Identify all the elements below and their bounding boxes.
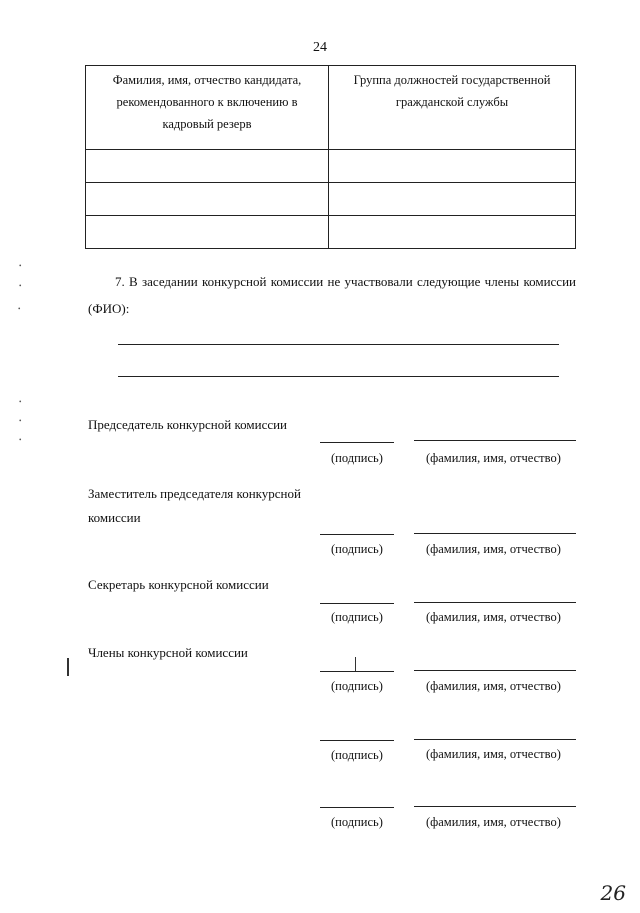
table-cell-name [86, 183, 329, 216]
full-name-line [414, 670, 576, 671]
signature-caption: (подпись) [331, 815, 383, 829]
full-name-caption: (фамилия, имя, отчество) [426, 610, 561, 624]
signature-line [320, 442, 394, 443]
signature-line [320, 603, 394, 604]
pen-mark [355, 657, 356, 671]
signature-line [320, 534, 394, 535]
table-cell-group [329, 216, 576, 249]
table-row [86, 150, 576, 183]
scan-speck: • [19, 282, 22, 290]
table-row [86, 216, 576, 249]
signature-line [320, 740, 394, 741]
full-name-line [414, 602, 576, 603]
absent-members-line [118, 376, 559, 377]
table-row [86, 183, 576, 216]
table-cell-name [86, 150, 329, 183]
chairman-label: Председатель конкурсной комиссии [88, 417, 288, 432]
full-name-caption: (фамилия, имя, отчество) [426, 542, 561, 556]
full-name-line [414, 533, 576, 534]
signature-caption: (подпись) [331, 748, 383, 762]
members-label: Члены конкурсной комиссии [88, 645, 248, 660]
margin-mark [67, 658, 69, 676]
full-name-caption: (фамилия, имя, отчество) [426, 815, 561, 829]
signature-caption: (подпись) [331, 610, 383, 624]
absent-members-line [118, 344, 559, 345]
signature-line [320, 671, 394, 672]
handwritten-page-number: 26 [600, 881, 626, 905]
full-name-line [414, 806, 576, 807]
signature-caption: (подпись) [331, 451, 383, 465]
full-name-line [414, 739, 576, 740]
page-number: 24 [313, 40, 327, 55]
scan-speck: • [19, 417, 22, 425]
header-candidate-name: Фамилия, имя, отчество кандидата, рекомендованного к включению в кадровый резерв [86, 66, 329, 150]
secretary-label: Секретарь конкурсной комиссии [88, 577, 269, 592]
table-cell-group [329, 150, 576, 183]
item-7-paragraph: 7. В заседании конкурсной комиссии не участвовали следующие члены комиссии (ФИО): [88, 274, 576, 316]
scan-speck: • [19, 262, 22, 270]
table-header-row [86, 66, 576, 150]
signature-line [320, 807, 394, 808]
signature-caption: (подпись) [331, 542, 383, 556]
signature-caption: (подпись) [331, 679, 383, 693]
table-cell-name [86, 216, 329, 249]
full-name-caption: (фамилия, имя, отчество) [426, 679, 561, 693]
table-cell-group [329, 183, 576, 216]
header-position-group: Группа должностей государственной гражданской службы [329, 66, 576, 150]
full-name-caption: (фамилия, имя, отчество) [426, 451, 561, 465]
reserve-table [85, 65, 576, 249]
scan-speck: • [19, 436, 22, 444]
deputy-chairman-label: Заместитель председателя конкурсной комиссии [88, 486, 301, 525]
full-name-caption: (фамилия, имя, отчество) [426, 747, 561, 761]
scan-speck: • [18, 305, 21, 313]
scan-speck: • [19, 398, 22, 406]
full-name-line [414, 440, 576, 441]
